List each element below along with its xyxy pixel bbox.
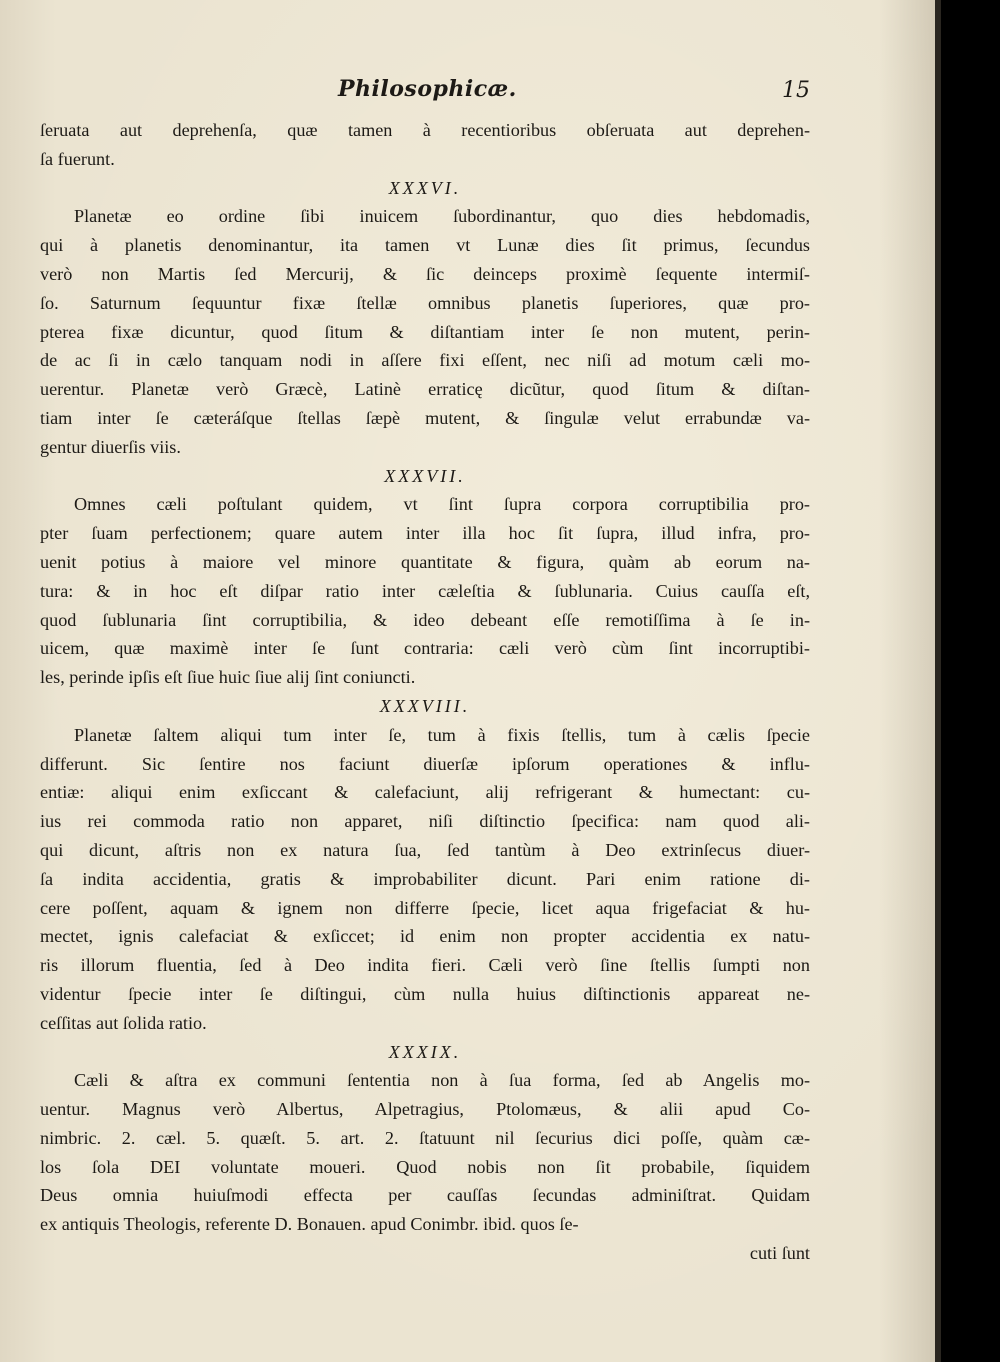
text-line: verò non Martis ſed Mercurij, & ſic deinceps proximè ſequente intermiſ- [40, 263, 810, 284]
text-line: qui à planetis denominantur, ita tamen vt Lunæ dies ſit primus, ſecundus [40, 235, 810, 256]
section-number-heading: XXXIX. [388, 1041, 462, 1062]
text-line: videntur ſpecie inter ſe diſtingui, cùm nulla huius diſtinctionis appareat ne- [40, 983, 810, 1004]
paragraph [40, 490, 810, 692]
text-line: tura: & in hoc eſt diſpar ratio inter cæleſtia & ſublunaria. Cuius cauſſa eſt, [40, 580, 810, 601]
text-line: entiæ: aliqui enim exſiccant & calefaciunt, alij refrigerant & humectant: cu- [40, 782, 810, 803]
paragraph [40, 1066, 810, 1239]
text-line: los ſola DEI voluntate moueri. Quod nobis non ſit probabile, ſiquidem [40, 1156, 810, 1177]
text-line: mectet, ignis calefaciat & exſiccet; id enim non propter accidentia ex natu- [40, 926, 810, 947]
body-text [40, 116, 810, 1268]
text-line: Cæli & aſtra ex communi ſententia non à ſua forma, ſed ab Angelis mo- [74, 1070, 810, 1091]
running-title: Philosophicæ. [338, 76, 517, 102]
text-line: nimbric. 2. cæl. 5. quæſt. 5. art. 2. ſtatuunt nil ſecurius dici poſſe, quàm cæ- [40, 1127, 810, 1148]
section-number-heading: XXXVI. [388, 177, 462, 198]
text-line: de ac ſi in cælo tanquam nodi in aſſere fixi eſſent, nec niſi ad motum cæli mo- [40, 350, 810, 371]
text-line: differunt. Sic ſentire nos faciunt diuerſæ ipſorum operationes & influ- [40, 753, 810, 774]
text-line: ceſſitas aut ſolida ratio. [40, 1012, 207, 1033]
page-edge-shadow [935, 0, 941, 1362]
text-line: ius rei commoda ratio non apparet, niſi diſtinctio ſpecifica: nam quod ali- [40, 811, 810, 832]
text-line: uentur. Magnus verò Albertus, Alpetragius, Ptolomæus, & alii apud Co- [40, 1099, 810, 1120]
text-line: ſa fuerunt. [40, 148, 115, 169]
text-line: quod ſublunaria ſint corruptibilia, & ideo debeant eſſe remotiſſima à ſe in- [40, 609, 810, 630]
text-line: cere poſſent, aquam & ignem non differre ſpecie, licet aqua frigefaciat & hu- [40, 897, 810, 918]
text-line: Deus omnia huiuſmodi effecta per cauſſas ſecundas adminiſtrat. Quidam [40, 1185, 810, 1206]
text-line: ſo. Saturnum ſequuntur fixæ ſtellæ omnibus planetis ſuperiores, quæ pro- [40, 292, 810, 313]
text-line: Planetæ ſaltem aliqui tum inter ſe, tum à fixis ſtellis, tum à cælis ſpecie [74, 724, 810, 745]
text-line: les, perinde ipſis eſt ſiue huic ſiue alij ſint coniuncti. [40, 667, 416, 688]
text-line: ſa indita accidentia, gratis & improbabiliter dicunt. Pari enim ratione di- [40, 868, 810, 889]
text-line: tiam inter ſe cæteráſque ſtellas ſæpè mutent, & ſingulæ velut errabundæ va- [40, 407, 810, 428]
text-line: Omnes cæli poſtulant quidem, vt ſint ſupra corpora corruptibilia pro- [74, 494, 810, 515]
page-number: 15 [782, 78, 810, 103]
text-line: ſeruata aut deprehenſa, quæ tamen à recentioribus obſeruata aut deprehen- [40, 120, 810, 140]
text-line: pter ſuam perfectionem; quare autem inter illa hoc ſit ſupra, illud infra, pro- [40, 523, 810, 544]
section-number-heading: XXXVIII. [379, 695, 471, 716]
page-header [40, 74, 810, 114]
text-line: uicem, quæ maximè inter ſe ſunt contraria: cæli verò cùm ſint incorruptibi- [40, 638, 810, 659]
text-line: pterea fixæ dicuntur, quod ſitum & diſtantiam inter ſe non mutent, perin- [40, 321, 810, 342]
paragraph [40, 202, 810, 461]
paragraph [40, 721, 810, 1038]
text-line: uerentur. Planetæ verò Græcè, Latinè erraticę dicũtur, quod ſitum & diſtan- [40, 379, 810, 400]
text-line: ris illorum fluentia, ſed à Deo indita fieri. Cæli verò ſine ſtellis ſumpti non [40, 955, 810, 976]
text-line: ex antiquis Theologis, referente D. Bonauen. apud Conimbr. ibid. quos ſe- [40, 1214, 579, 1235]
section-number-heading: XXXVII. [384, 465, 466, 486]
catchword: cuti ſunt [749, 1243, 810, 1264]
paragraph [40, 116, 810, 174]
text-line: qui dicunt, aſtris non ex natura ſua, ſed tantùm à Deo extrinſecus diuer- [40, 839, 810, 860]
text-line: gentur diuerſis viis. [40, 436, 181, 457]
text-line: uenit potius à maiore vel minore quantitate & figura, quàm ab eorum na- [40, 551, 810, 572]
text-line: Planetæ eo ordine ſibi inuicem ſubordinantur, quo dies hebdomadis, [74, 206, 810, 227]
